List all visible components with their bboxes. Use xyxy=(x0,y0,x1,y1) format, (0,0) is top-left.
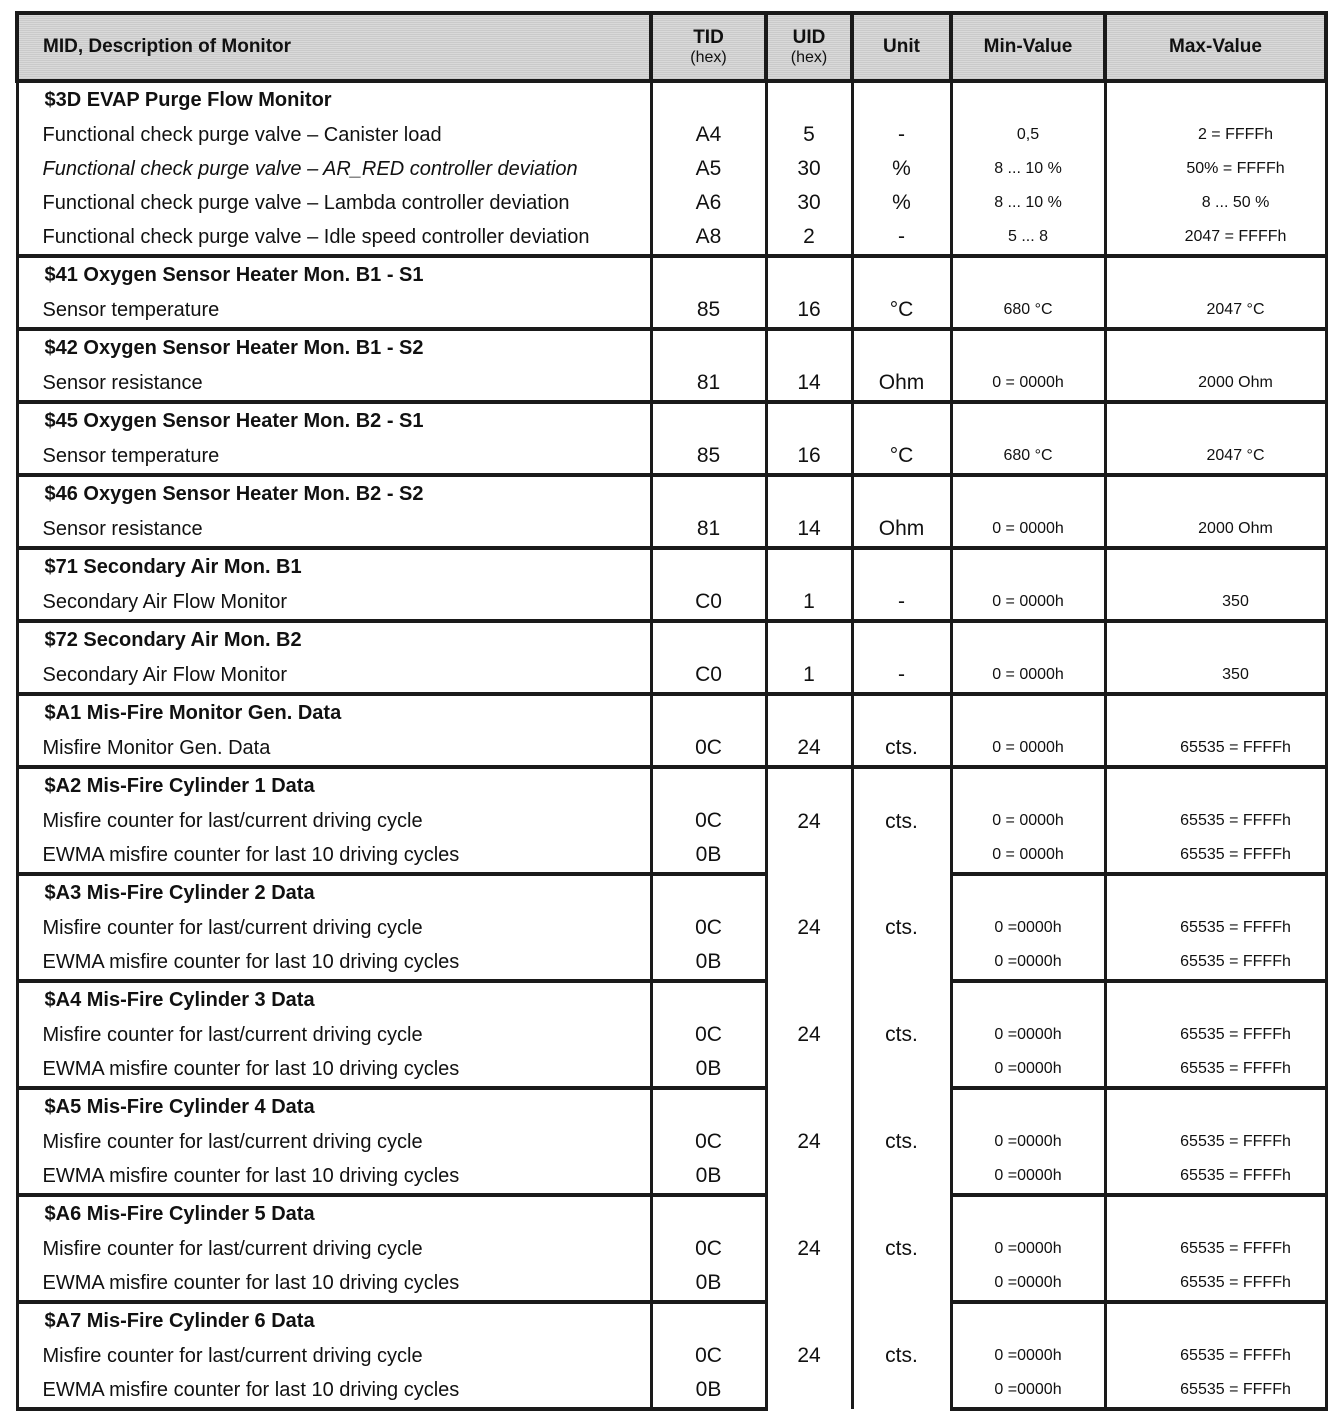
unit-cell: - xyxy=(852,220,951,256)
group-title: $A1 Mis-Fire Monitor Gen. Data xyxy=(17,694,651,731)
max-value-cell: 350 xyxy=(1105,658,1326,694)
row-description: Functional check purge valve – Canister load xyxy=(17,118,651,152)
min-value-cell: 0 =0000h xyxy=(951,1232,1105,1266)
empty-cell xyxy=(852,621,951,658)
table-body xyxy=(17,81,1326,1409)
min-value-cell: 5 ... 8 xyxy=(951,220,1105,256)
table-row xyxy=(17,1373,1326,1409)
tid-cell: 0C xyxy=(651,804,766,838)
max-value-cell: 2047 = FFFFh xyxy=(1105,220,1326,256)
group-title: $42 Oxygen Sensor Heater Mon. B1 - S2 xyxy=(17,329,651,366)
tid-cell: A6 xyxy=(651,186,766,220)
table-header xyxy=(17,13,1326,81)
group-title: $41 Oxygen Sensor Heater Mon. B1 - S1 xyxy=(17,256,651,293)
empty-cell xyxy=(852,329,951,366)
unit-cell: cts. xyxy=(852,1195,951,1302)
max-value-cell: 65535 = FFFFh xyxy=(1105,1125,1326,1159)
empty-cell xyxy=(766,475,852,512)
empty-cell xyxy=(951,548,1105,585)
empty-cell xyxy=(1105,329,1326,366)
row-description: EWMA misfire counter for last 10 driving cycles xyxy=(17,1159,651,1195)
group-title-row xyxy=(17,548,1326,585)
max-value-cell: 65535 = FFFFh xyxy=(1105,1232,1326,1266)
unit-cell: cts. xyxy=(852,874,951,981)
max-value-cell: 65535 = FFFFh xyxy=(1105,1159,1326,1195)
min-value-cell: 0 =0000h xyxy=(951,1125,1105,1159)
empty-cell xyxy=(766,548,852,585)
empty-cell xyxy=(1105,1302,1326,1339)
min-value-cell: 0 =0000h xyxy=(951,911,1105,945)
row-description: Misfire counter for last/current driving cycle xyxy=(17,1232,651,1266)
empty-cell xyxy=(852,694,951,731)
row-description: Secondary Air Flow Monitor xyxy=(17,585,651,621)
max-value-cell: 65535 = FFFFh xyxy=(1105,1373,1326,1409)
tid-cell: 0C xyxy=(651,731,766,767)
empty-cell xyxy=(1105,694,1326,731)
max-value-cell: 65535 = FFFFh xyxy=(1105,945,1326,981)
row-description: Sensor temperature xyxy=(17,293,651,329)
row-description: Functional check purge valve – AR_RED controller deviation xyxy=(17,152,651,186)
min-value-cell: 0 =0000h xyxy=(951,1373,1105,1409)
uid-cell: 5 xyxy=(766,118,852,152)
uid-cell: 24 xyxy=(766,1088,852,1195)
uid-cell: 16 xyxy=(766,439,852,475)
tid-cell: 0C xyxy=(651,1125,766,1159)
min-value-cell: 0 =0000h xyxy=(951,945,1105,981)
empty-cell xyxy=(651,81,766,118)
min-value-cell: 0 =0000h xyxy=(951,1052,1105,1088)
unit-cell: °C xyxy=(852,439,951,475)
row-description: EWMA misfire counter for last 10 driving cycles xyxy=(17,1373,651,1409)
max-value-cell: 8 ... 50 % xyxy=(1105,186,1326,220)
min-value-cell: 0 =0000h xyxy=(951,1339,1105,1373)
tid-cell: C0 xyxy=(651,585,766,621)
row-description: Sensor resistance xyxy=(17,366,651,402)
min-value-cell: 0 = 0000h xyxy=(951,658,1105,694)
group-title-row xyxy=(17,475,1326,512)
tid-cell: 85 xyxy=(651,439,766,475)
row-description: Sensor temperature xyxy=(17,439,651,475)
empty-cell xyxy=(951,329,1105,366)
empty-cell xyxy=(1105,621,1326,658)
empty-cell xyxy=(951,874,1105,911)
empty-cell xyxy=(1105,767,1326,804)
group-title-row xyxy=(17,621,1326,658)
empty-cell xyxy=(951,621,1105,658)
group-title-row xyxy=(17,874,1326,911)
empty-cell xyxy=(951,1302,1105,1339)
table-row xyxy=(17,1125,1326,1159)
table-row xyxy=(17,439,1326,475)
uid-cell: 24 xyxy=(766,1195,852,1302)
group-title-row xyxy=(17,1302,1326,1339)
table-row xyxy=(17,838,1326,874)
uid-cell: 24 xyxy=(766,1302,852,1409)
group-title-row xyxy=(17,81,1326,118)
empty-cell xyxy=(951,1195,1105,1232)
row-description: Misfire counter for last/current driving cycle xyxy=(17,1125,651,1159)
min-value-cell: 0 =0000h xyxy=(951,1159,1105,1195)
group-title: $45 Oxygen Sensor Heater Mon. B2 - S1 xyxy=(17,402,651,439)
empty-cell xyxy=(951,256,1105,293)
min-value-cell: 0,5 xyxy=(951,118,1105,152)
table-row xyxy=(17,804,1326,838)
unit-cell: cts. xyxy=(852,731,951,767)
monitor-table xyxy=(15,11,1328,1411)
tid-cell: 0B xyxy=(651,1159,766,1195)
empty-cell xyxy=(951,767,1105,804)
uid-cell: 1 xyxy=(766,585,852,621)
unit-cell: cts. xyxy=(852,981,951,1088)
group-title-row xyxy=(17,1088,1326,1125)
group-title-row xyxy=(17,1195,1326,1232)
empty-cell xyxy=(651,694,766,731)
min-value-cell: 0 = 0000h xyxy=(951,585,1105,621)
empty-cell xyxy=(766,402,852,439)
tid-cell: 0B xyxy=(651,838,766,874)
table-row xyxy=(17,1232,1326,1266)
group-title-row xyxy=(17,402,1326,439)
group-title: $46 Oxygen Sensor Heater Mon. B2 - S2 xyxy=(17,475,651,512)
tid-cell: 85 xyxy=(651,293,766,329)
min-value-cell: 0 =0000h xyxy=(951,1266,1105,1302)
header-tid-label: TID xyxy=(693,27,724,48)
uid-cell: 16 xyxy=(766,293,852,329)
tid-cell: 0B xyxy=(651,1266,766,1302)
row-description: Misfire counter for last/current driving cycle xyxy=(17,1018,651,1052)
min-value-cell: 680 °C xyxy=(951,293,1105,329)
empty-cell xyxy=(951,81,1105,118)
group-title: $A7 Mis-Fire Cylinder 6 Data xyxy=(17,1302,651,1339)
tid-cell: 0C xyxy=(651,1339,766,1373)
empty-cell xyxy=(852,256,951,293)
max-value-cell: 65535 = FFFFh xyxy=(1105,1052,1326,1088)
empty-cell xyxy=(951,475,1105,512)
unit-cell: - xyxy=(852,585,951,621)
row-description: EWMA misfire counter for last 10 driving cycles xyxy=(17,945,651,981)
header-tid xyxy=(651,13,766,81)
unit-cell: Ohm xyxy=(852,512,951,548)
empty-cell xyxy=(951,981,1105,1018)
empty-cell xyxy=(852,81,951,118)
min-value-cell: 0 = 0000h xyxy=(951,838,1105,874)
uid-cell: 1 xyxy=(766,658,852,694)
min-value-cell: 680 °C xyxy=(951,439,1105,475)
max-value-cell: 65535 = FFFFh xyxy=(1105,838,1326,874)
uid-cell: 24 xyxy=(766,767,852,874)
group-title: $71 Secondary Air Mon. B1 xyxy=(17,548,651,585)
tid-cell: 0C xyxy=(651,911,766,945)
uid-cell: 14 xyxy=(766,366,852,402)
unit-cell: °C xyxy=(852,293,951,329)
row-description: Secondary Air Flow Monitor xyxy=(17,658,651,694)
header-min: Min-Value xyxy=(951,13,1105,81)
table-row xyxy=(17,152,1326,186)
group-title: $A4 Mis-Fire Cylinder 3 Data xyxy=(17,981,651,1018)
empty-cell xyxy=(651,1195,766,1232)
table-row xyxy=(17,731,1326,767)
min-value-cell: 8 ... 10 % xyxy=(951,152,1105,186)
group-title: $A5 Mis-Fire Cylinder 4 Data xyxy=(17,1088,651,1125)
uid-cell: 30 xyxy=(766,152,852,186)
unit-cell: % xyxy=(852,186,951,220)
max-value-cell: 2047 °C xyxy=(1105,439,1326,475)
empty-cell xyxy=(766,81,852,118)
table-row xyxy=(17,945,1326,981)
empty-cell xyxy=(1105,548,1326,585)
empty-cell xyxy=(1105,402,1326,439)
empty-cell xyxy=(1105,1195,1326,1232)
empty-cell xyxy=(651,548,766,585)
empty-cell xyxy=(651,1088,766,1125)
empty-cell xyxy=(766,256,852,293)
min-value-cell: 0 =0000h xyxy=(951,1018,1105,1052)
empty-cell xyxy=(1105,475,1326,512)
unit-cell: Ohm xyxy=(852,366,951,402)
empty-cell xyxy=(651,402,766,439)
tid-cell: 0B xyxy=(651,945,766,981)
tid-cell: 0B xyxy=(651,1373,766,1409)
unit-cell: cts. xyxy=(852,767,951,874)
table-row xyxy=(17,911,1326,945)
header-desc: MID, Description of Monitor xyxy=(17,13,651,81)
uid-cell: 24 xyxy=(766,981,852,1088)
empty-cell xyxy=(651,767,766,804)
min-value-cell: 0 = 0000h xyxy=(951,366,1105,402)
empty-cell xyxy=(651,329,766,366)
unit-cell: - xyxy=(852,118,951,152)
header-tid-sub: (hex) xyxy=(690,49,727,66)
empty-cell xyxy=(951,694,1105,731)
table-row xyxy=(17,1266,1326,1302)
group-title-row xyxy=(17,981,1326,1018)
empty-cell xyxy=(1105,874,1326,911)
tid-cell: 0C xyxy=(651,1018,766,1052)
tid-cell: A5 xyxy=(651,152,766,186)
tid-cell: 0C xyxy=(651,1232,766,1266)
uid-cell: 24 xyxy=(766,874,852,981)
group-title: $A6 Mis-Fire Cylinder 5 Data xyxy=(17,1195,651,1232)
min-value-cell: 0 = 0000h xyxy=(951,804,1105,838)
unit-cell: cts. xyxy=(852,1088,951,1195)
empty-cell xyxy=(852,402,951,439)
tid-cell: 81 xyxy=(651,366,766,402)
header-unit: Unit xyxy=(852,13,951,81)
tid-cell: 81 xyxy=(651,512,766,548)
max-value-cell: 350 xyxy=(1105,585,1326,621)
tid-cell: C0 xyxy=(651,658,766,694)
max-value-cell: 2 = FFFFh xyxy=(1105,118,1326,152)
row-description: Misfire counter for last/current driving cycle xyxy=(17,804,651,838)
table-row xyxy=(17,1339,1326,1373)
max-value-cell: 65535 = FFFFh xyxy=(1105,1339,1326,1373)
group-title-row xyxy=(17,256,1326,293)
group-title: $A2 Mis-Fire Cylinder 1 Data xyxy=(17,767,651,804)
tid-cell: A4 xyxy=(651,118,766,152)
group-title: $72 Secondary Air Mon. B2 xyxy=(17,621,651,658)
header-uid xyxy=(766,13,852,81)
unit-cell: cts. xyxy=(852,1302,951,1409)
min-value-cell: 8 ... 10 % xyxy=(951,186,1105,220)
empty-cell xyxy=(651,475,766,512)
table-row xyxy=(17,186,1326,220)
row-description: Functional check purge valve – Lambda controller deviation xyxy=(17,186,651,220)
max-value-cell: 65535 = FFFFh xyxy=(1105,731,1326,767)
table-row xyxy=(17,293,1326,329)
uid-cell: 14 xyxy=(766,512,852,548)
unit-cell: % xyxy=(852,152,951,186)
row-description: EWMA misfire counter for last 10 driving cycles xyxy=(17,1052,651,1088)
table-row xyxy=(17,118,1326,152)
max-value-cell: 65535 = FFFFh xyxy=(1105,1018,1326,1052)
row-description: Misfire Monitor Gen. Data xyxy=(17,731,651,767)
row-description: EWMA misfire counter for last 10 driving cycles xyxy=(17,838,651,874)
max-value-cell: 65535 = FFFFh xyxy=(1105,1266,1326,1302)
max-value-cell: 50% = FFFFh xyxy=(1105,152,1326,186)
empty-cell xyxy=(1105,981,1326,1018)
group-title-row xyxy=(17,329,1326,366)
table-row xyxy=(17,585,1326,621)
table-row xyxy=(17,220,1326,256)
empty-cell xyxy=(1105,81,1326,118)
uid-cell: 30 xyxy=(766,186,852,220)
row-description: Misfire counter for last/current driving cycle xyxy=(17,911,651,945)
empty-cell xyxy=(766,329,852,366)
header-max: Max-Value xyxy=(1105,13,1326,81)
empty-cell xyxy=(951,402,1105,439)
empty-cell xyxy=(651,981,766,1018)
unit-cell: - xyxy=(852,658,951,694)
group-title: $A3 Mis-Fire Cylinder 2 Data xyxy=(17,874,651,911)
empty-cell xyxy=(651,256,766,293)
table-row xyxy=(17,1052,1326,1088)
header-uid-label: UID xyxy=(792,27,826,48)
table-row xyxy=(17,366,1326,402)
row-description: Functional check purge valve – Idle speed controller deviation xyxy=(17,220,651,256)
empty-cell xyxy=(651,1302,766,1339)
table-row xyxy=(17,658,1326,694)
empty-cell xyxy=(852,475,951,512)
empty-cell xyxy=(651,621,766,658)
max-value-cell: 2000 Ohm xyxy=(1105,366,1326,402)
max-value-cell: 65535 = FFFFh xyxy=(1105,911,1326,945)
tid-cell: A8 xyxy=(651,220,766,256)
empty-cell xyxy=(651,874,766,911)
empty-cell xyxy=(766,694,852,731)
uid-cell: 24 xyxy=(766,731,852,767)
header-uid-sub: (hex) xyxy=(790,49,828,66)
group-title-row xyxy=(17,767,1326,804)
row-description: EWMA misfire counter for last 10 driving cycles xyxy=(17,1266,651,1302)
group-title-row xyxy=(17,694,1326,731)
empty-cell xyxy=(1105,1088,1326,1125)
group-title: $3D EVAP Purge Flow Monitor xyxy=(17,81,651,118)
table-row xyxy=(17,1018,1326,1052)
empty-cell xyxy=(951,1088,1105,1125)
min-value-cell: 0 = 0000h xyxy=(951,731,1105,767)
max-value-cell: 2000 Ohm xyxy=(1105,512,1326,548)
empty-cell xyxy=(766,621,852,658)
table-row xyxy=(17,1159,1326,1195)
max-value-cell: 2047 °C xyxy=(1105,293,1326,329)
tid-cell: 0B xyxy=(651,1052,766,1088)
table-row xyxy=(17,512,1326,548)
row-description: Sensor resistance xyxy=(17,512,651,548)
empty-cell xyxy=(852,548,951,585)
uid-cell: 2 xyxy=(766,220,852,256)
max-value-cell: 65535 = FFFFh xyxy=(1105,804,1326,838)
min-value-cell: 0 = 0000h xyxy=(951,512,1105,548)
row-description: Misfire counter for last/current driving cycle xyxy=(17,1339,651,1373)
empty-cell xyxy=(1105,256,1326,293)
